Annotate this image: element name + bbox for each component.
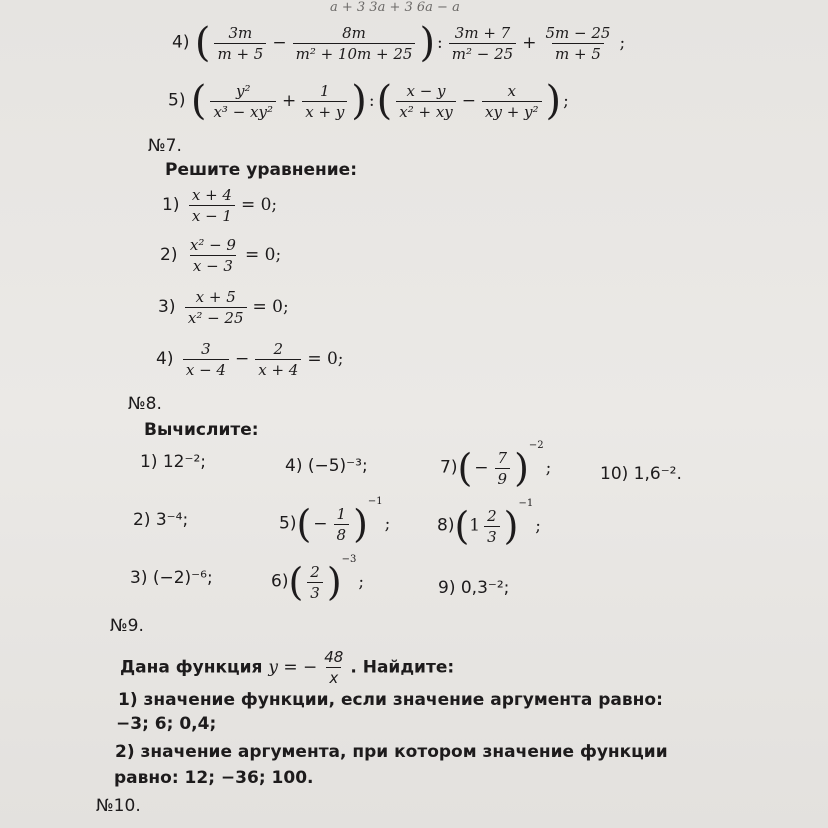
task8-item10-label: 10) <box>600 464 629 484</box>
task6-item5: 5) ( $\frac{\text{y²}}{\text{x³ − xy²}}$ + $\frac{1}{x + y}$ ) :( $\frac{x - y}{\text{x² + xy}}$ − $\frac{x}{\text{xy + y²}}$ ) ; <box>168 78 569 124</box>
task8-item6-label: 6) <box>271 571 289 592</box>
task7-item4-label: 4) <box>156 349 174 369</box>
task8-item1 <box>140 452 206 472</box>
task9-intro-before: Дана функция <box>120 657 263 678</box>
task7-item3-num: x + 5 <box>195 288 236 306</box>
task8-item2 <box>133 510 188 530</box>
task8-item8: 8)(1 $\frac{2}{3}$ )$^{-1}$; <box>437 497 541 548</box>
task8-item3-label: 3) <box>130 568 148 588</box>
task8-item4-label: 4) <box>285 456 303 476</box>
task8-item4 <box>285 456 368 476</box>
task8-item9-expr: 0,3⁻²; <box>460 578 510 598</box>
task7-item4: 4) $\frac{3}{x - 4}$ − $\frac{2}{x + 4}$ = 0; <box>156 340 344 379</box>
task9-q1-line2: −3; 6; 0,4; <box>116 714 217 734</box>
task10-number: №10. <box>96 796 141 816</box>
task8-item1-label: 1) <box>140 452 158 472</box>
task8-instruction: Вычислите: <box>144 420 259 440</box>
task7-item2-tail: = 0; <box>244 245 282 265</box>
task7-number: №7. <box>148 136 182 156</box>
task8-item10-expr: 1,6⁻². <box>633 464 682 484</box>
task8-item5: 5)( − $\frac{1}{8}$ )$^{-1}$; <box>279 495 391 546</box>
task7-item1 <box>162 186 279 225</box>
task8-number: №8. <box>128 394 162 414</box>
task7-item1-label: 1) <box>162 195 180 215</box>
task8-item3 <box>130 568 213 588</box>
task8-item2-expr: 3⁻⁴; <box>155 510 189 530</box>
task7-item4-tail: = 0; <box>307 349 344 369</box>
task8-item6: 6)( $\frac{2}{3}$ )$^{-3}$; <box>271 553 365 604</box>
task9-intro-after: . Найдите: <box>350 657 455 678</box>
task7-item3-tail: = 0; <box>252 297 289 317</box>
task9-number: №9. <box>110 616 144 636</box>
task8-item5-label: 5) <box>279 513 297 534</box>
task9-q1-line1: 1) значение функции, если значение аргумента равно: <box>118 690 663 710</box>
task8-item9-label: 9) <box>438 578 456 598</box>
task9-q2-line1: 2) значение аргумента, при котором значение функции <box>115 742 668 762</box>
task7-item3 <box>158 288 291 327</box>
task8-item2-label: 2) <box>133 510 151 530</box>
task7-item1-den: x − 1 <box>189 205 235 225</box>
task7-item3-den: x² − 25 <box>185 307 247 327</box>
task7-item2-num: x² − 9 <box>189 236 236 254</box>
task8-item7-label: 7) <box>440 457 458 478</box>
task8-item9 <box>438 578 509 598</box>
task7-item2-den: x − 3 <box>190 255 236 275</box>
task9-intro: Дана функция y = − $\frac{48}{x}$ . Найдите: <box>120 648 455 687</box>
task7-item1-tail: = 0; <box>240 195 278 215</box>
task7-item3-label: 3) <box>158 297 176 317</box>
cropped-top-line: a + 3 3a + 3 6a − a <box>330 0 460 15</box>
task7-item2-label: 2) <box>160 245 178 265</box>
task8-item1-expr: 12⁻²; <box>162 452 207 472</box>
task8-item4-expr: (−5)⁻³; <box>307 456 368 476</box>
task6-item5-label: 5) <box>168 90 186 111</box>
task8-item7: 7)( − $\frac{7}{9}$ )$^{-2}$; <box>440 439 552 490</box>
task6-item4: 4) ( $\frac{3m}{m + 5}$ − $\frac{8m}{\text{m² + 10m + 25}}$ ) : $\frac{3m + 7}{\text{m² − 25}}$ + $\frac{5m - 25}{m + 5}$ ; <box>172 20 626 66</box>
task7-instruction: Решите уравнение: <box>165 160 357 180</box>
task8-item8-label: 8) <box>437 515 455 536</box>
task7-item1-num: x + 4 <box>191 186 232 204</box>
task7-item2 <box>160 236 283 275</box>
task6-item4-label: 4) <box>172 32 190 53</box>
task8-item3-expr: (−2)⁻⁶; <box>152 568 213 588</box>
task8-item10 <box>600 464 682 484</box>
task9-q2-line2: равно: 12; −36; 100. <box>114 768 314 788</box>
